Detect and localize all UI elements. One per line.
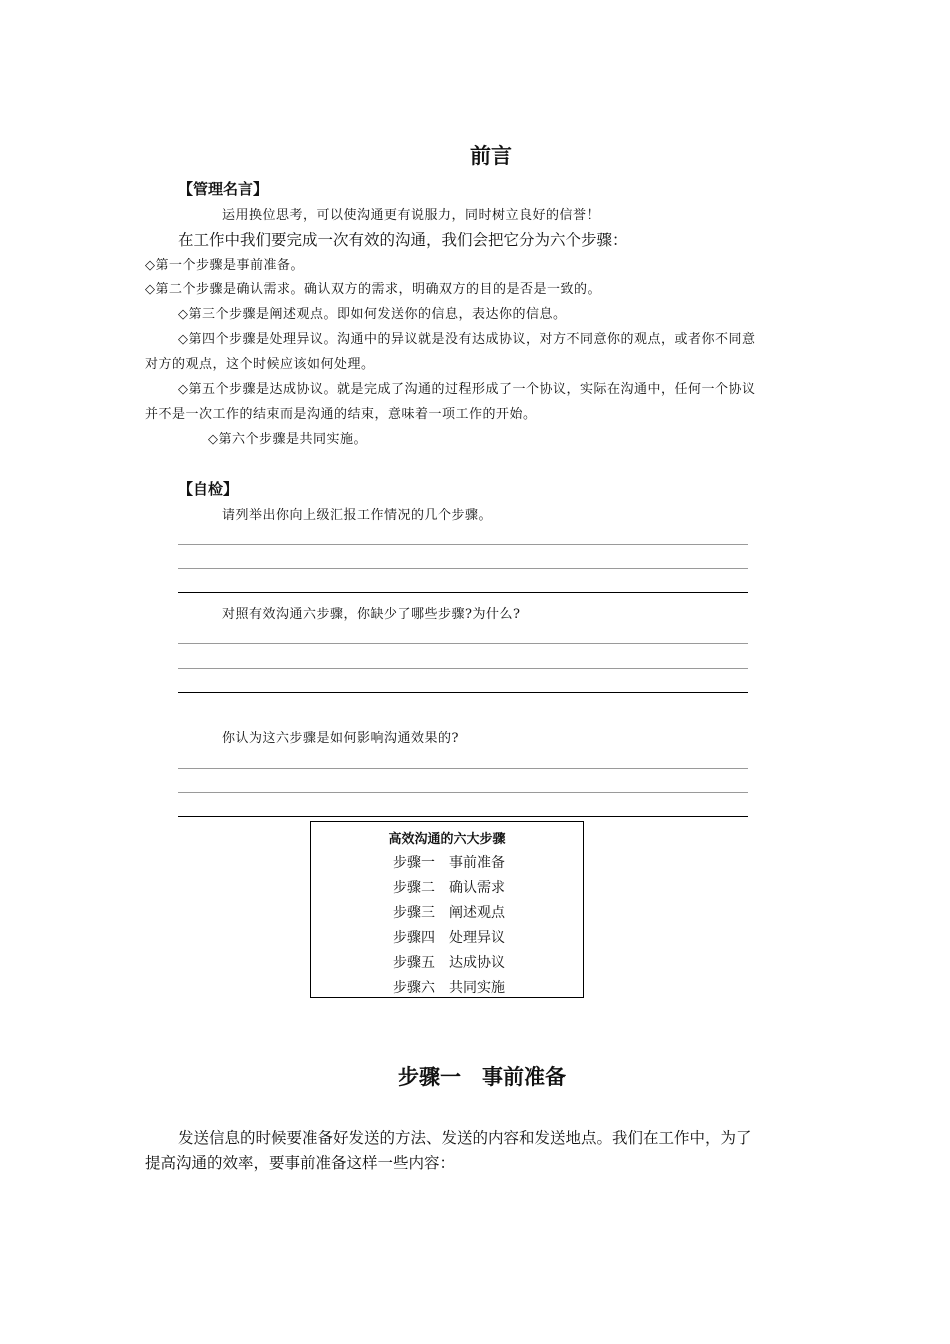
summary-row <box>393 877 505 897</box>
section-paragraph-line: 发送信息的时候要准备好发送的方法、发送的内容和发送地点。我们在工作中，为了 <box>178 1129 752 1147</box>
step-item-2: ◇第二个步骤是确认需求。确认双方的需求，明确双方的目的是否是一致的。 <box>145 282 601 297</box>
answer-line <box>178 668 748 669</box>
summary-step-name: 事前准备 <box>449 855 505 871</box>
step-item-4: ◇第四个步骤是处理异议。沟通中的异议就是没有达成协议，对方不同意你的观点，或者你不同意 <box>178 332 756 347</box>
summary-row <box>393 902 505 922</box>
answer-line <box>178 643 748 644</box>
summary-row <box>393 977 505 997</box>
answer-line <box>178 768 748 769</box>
summary-step-number: 步骤五 <box>393 955 435 971</box>
summary-row <box>393 927 505 947</box>
motto-text: 运用换位思考，可以使沟通更有说服力，同时树立良好的信誉！ <box>222 208 601 223</box>
summary-step-number: 步骤二 <box>393 880 435 896</box>
step-item-1: ◇第一个步骤是事前准备。 <box>145 258 304 273</box>
summary-step-name: 共同实施 <box>449 980 505 996</box>
summary-step-name: 确认需求 <box>449 880 505 896</box>
summary-step-name: 达成协议 <box>449 955 505 971</box>
motto-heading: 【管理名言】 <box>178 180 269 198</box>
answer-line <box>178 792 748 793</box>
summary-step-name: 处理异议 <box>449 930 505 946</box>
summary-step-number: 步骤三 <box>393 905 435 921</box>
intro-paragraph: 在工作中我们要完成一次有效的沟通，我们会把它分为六个步骤： <box>178 231 628 249</box>
section-paragraph-line: 提高沟通的效率，要事前准备这样一些内容： <box>145 1154 456 1172</box>
summary-step-number: 步骤四 <box>393 930 435 946</box>
summary-step-number: 步骤一 <box>393 855 435 871</box>
step-item-4-continued: 对方的观点，这个时候应该如何处理。 <box>145 357 375 372</box>
answer-line <box>178 544 748 545</box>
step-item-6: ◇第六个步骤是共同实施。 <box>208 432 367 447</box>
six-steps-summary-box <box>310 821 584 998</box>
summary-row <box>393 952 505 972</box>
question-2: 对照有效沟通六步骤，你缺少了哪些步骤?为什么? <box>222 607 521 622</box>
section-title: 步骤一 事前准备 <box>398 1065 566 1089</box>
answer-line <box>178 568 748 569</box>
step-item-5-continued: 并不是一次工作的结束而是沟通的结束，意味着一项工作的开始。 <box>145 407 537 422</box>
answer-line <box>178 592 748 593</box>
summary-row <box>393 852 505 872</box>
step-item-3: ◇第三个步骤是阐述观点。即如何发送你的信息，表达你的信息。 <box>178 307 567 322</box>
question-3: 你认为这六步骤是如何影响沟通效果的? <box>222 731 459 746</box>
step-item-5: ◇第五个步骤是达成协议。就是完成了沟通的过程形成了一个协议，实际在沟通中，任何一个协议 <box>178 382 756 397</box>
self-check-heading: 【自检】 <box>178 480 239 498</box>
answer-line <box>178 692 748 693</box>
answer-line <box>178 816 748 817</box>
page-title: 前言 <box>470 144 512 168</box>
question-1: 请列举出你向上级汇报工作情况的几个步骤。 <box>222 508 493 523</box>
summary-box-title: 高效沟通的六大步骤 <box>388 832 506 847</box>
summary-step-number: 步骤六 <box>393 980 435 996</box>
summary-step-name: 阐述观点 <box>449 905 505 921</box>
